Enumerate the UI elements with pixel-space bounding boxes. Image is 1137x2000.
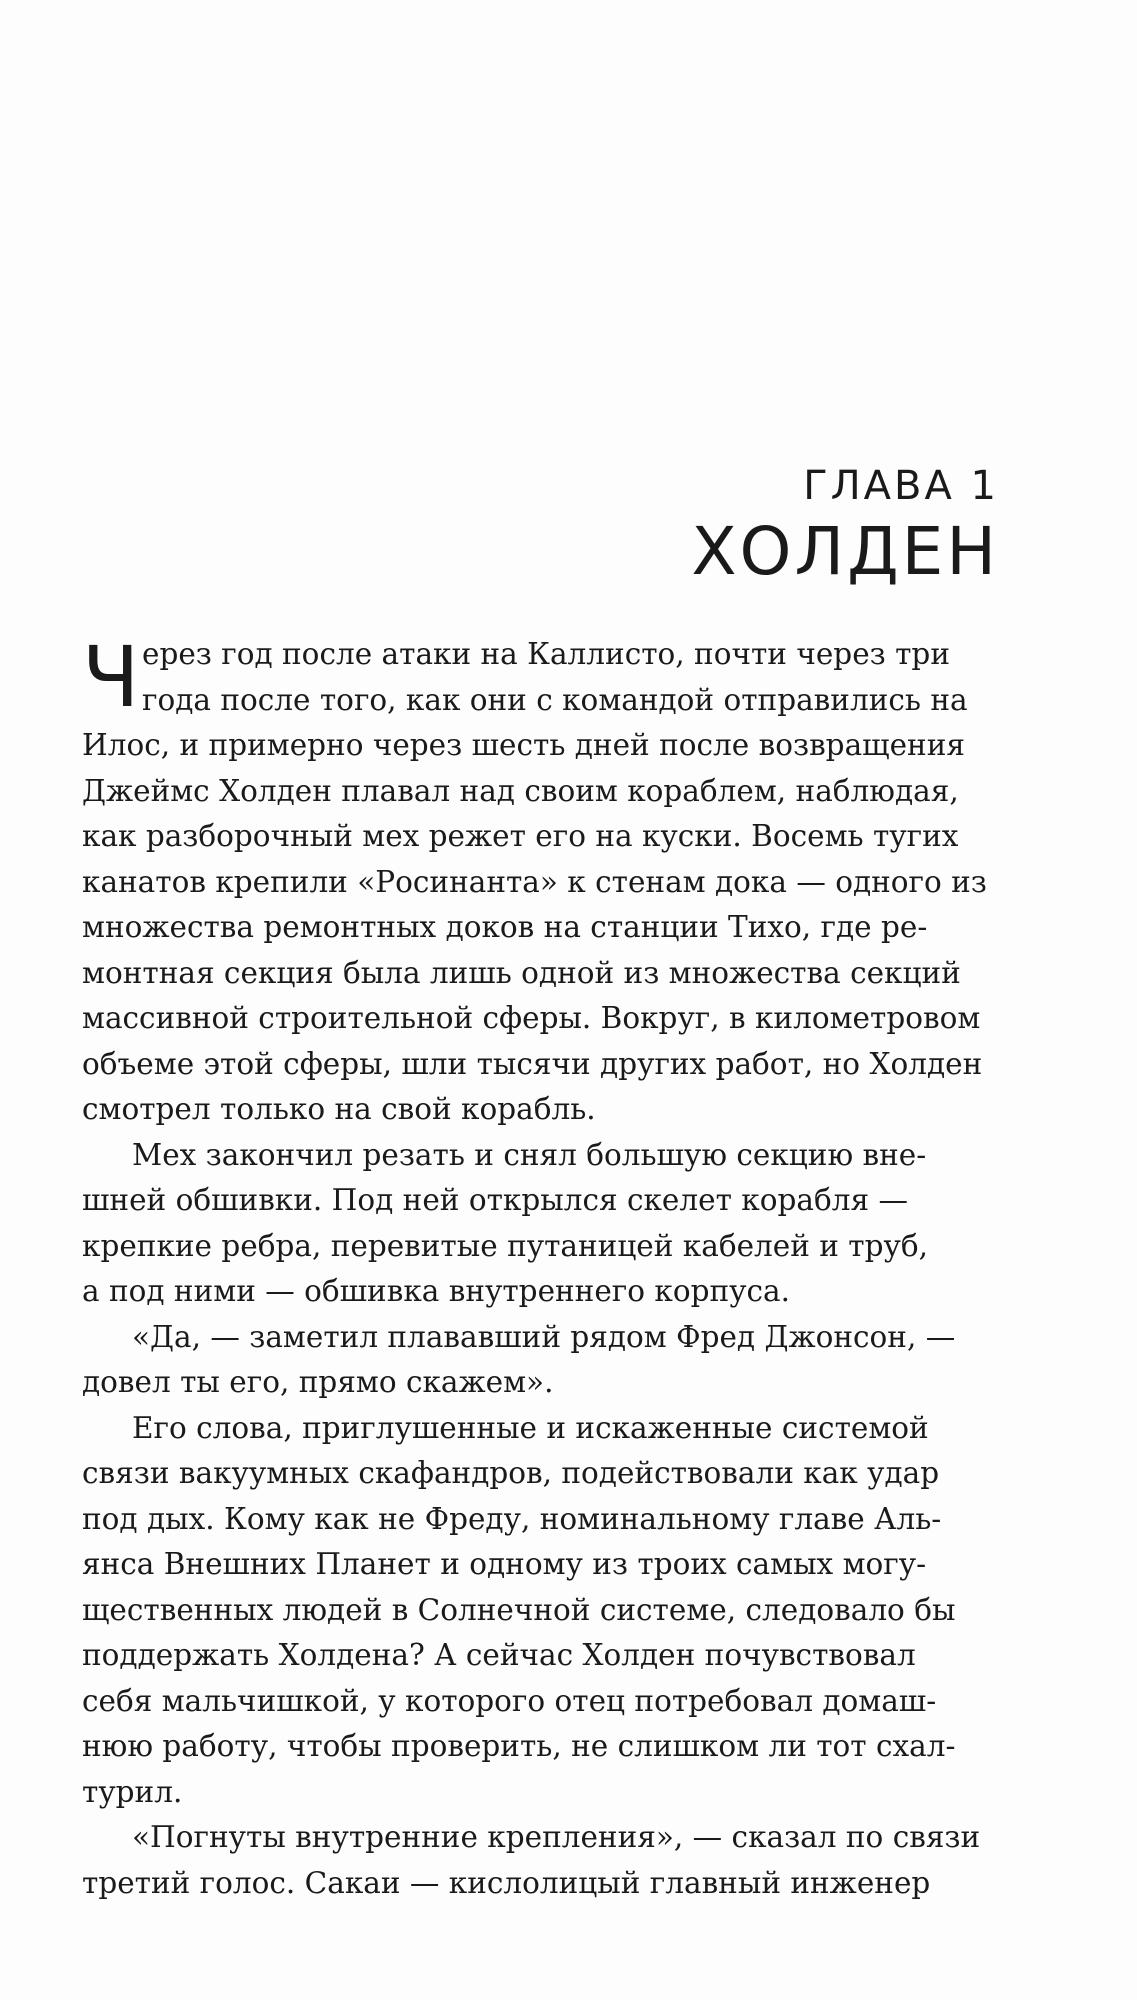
text-line: ерез год после атаки на Каллисто, почти через три: [142, 637, 950, 671]
text-line: как разборочный мех режет его на куски. Восемь тугих: [82, 819, 959, 853]
body-text: [82, 628, 1014, 1906]
text-line: Илос, и примерно через шесть дней после возвращения: [82, 728, 965, 762]
text-line: янса Внешних Планет и одному из троих самых могу-: [82, 1547, 927, 1581]
chapter-header: [691, 462, 999, 592]
text-line: третий голос. Сакаи — кислолицый главный инженер: [82, 1865, 931, 1900]
text-line: связи вакуумных скафандров, подействовали как удар: [82, 1456, 940, 1490]
text-line: а под ними — обшивка внутреннего корпуса.: [82, 1274, 790, 1308]
text-line: себя мальчишкой, у которого отец потребовал домаш-: [82, 1683, 937, 1718]
text-line: Джеймс Холден плавал над своим кораблем, наблюдая,: [82, 773, 959, 808]
text-line: монтная секция была лишь одной из множества секций: [82, 955, 961, 990]
text-line: «Да, — заметил плававший рядом Фред Джонсон, —: [132, 1319, 956, 1354]
text-line: множества ремонтных доков на станции Тихо, где ре-: [82, 910, 928, 944]
text-line: Мех закончил резать и снял большую секцию вне-: [132, 1137, 927, 1172]
text-line: канатов крепили «Росинанта» к стенам дока — одного из: [82, 864, 987, 899]
text-line: Его слова, приглушенные и искаженные системой: [132, 1410, 929, 1445]
text-line: «Погнуты внутренние крепления», — сказал по связи: [132, 1820, 981, 1854]
chapter-label: ГЛАВА 1: [803, 463, 999, 509]
text-line: года после того, как они с командой отправились на: [142, 682, 968, 717]
text-line: шней обшивки. Под ней открылся скелет корабля —: [82, 1183, 908, 1217]
text-line: крепкие ребра, перевитые путаницей кабелей и труб,: [82, 1228, 929, 1263]
text-line: массивной строительной сферы. Вокруг, в километровом: [82, 1001, 981, 1035]
text-line: поддержать Холдена? А сейчас Холден почувствовал: [82, 1638, 916, 1672]
drop-cap: Ч: [82, 628, 140, 726]
chapter-title: ХОЛДЕН: [691, 513, 999, 590]
text-line: щественных людей в Солнечной системе, следовало бы: [82, 1592, 956, 1627]
text-line: под дых. Кому как не Фреду, номинальному главе Аль-: [82, 1501, 942, 1536]
text-line: объеме этой сферы, шли тысячи других работ, но Холден: [82, 1046, 983, 1081]
text-line: турил.: [82, 1774, 183, 1809]
text-line: нюю работу, чтобы проверить, не слишком ли тот схал-: [82, 1729, 956, 1763]
text-line: довел ты его, прямо скажем».: [82, 1365, 554, 1399]
text-line: смотрел только на свой корабль.: [82, 1092, 596, 1126]
